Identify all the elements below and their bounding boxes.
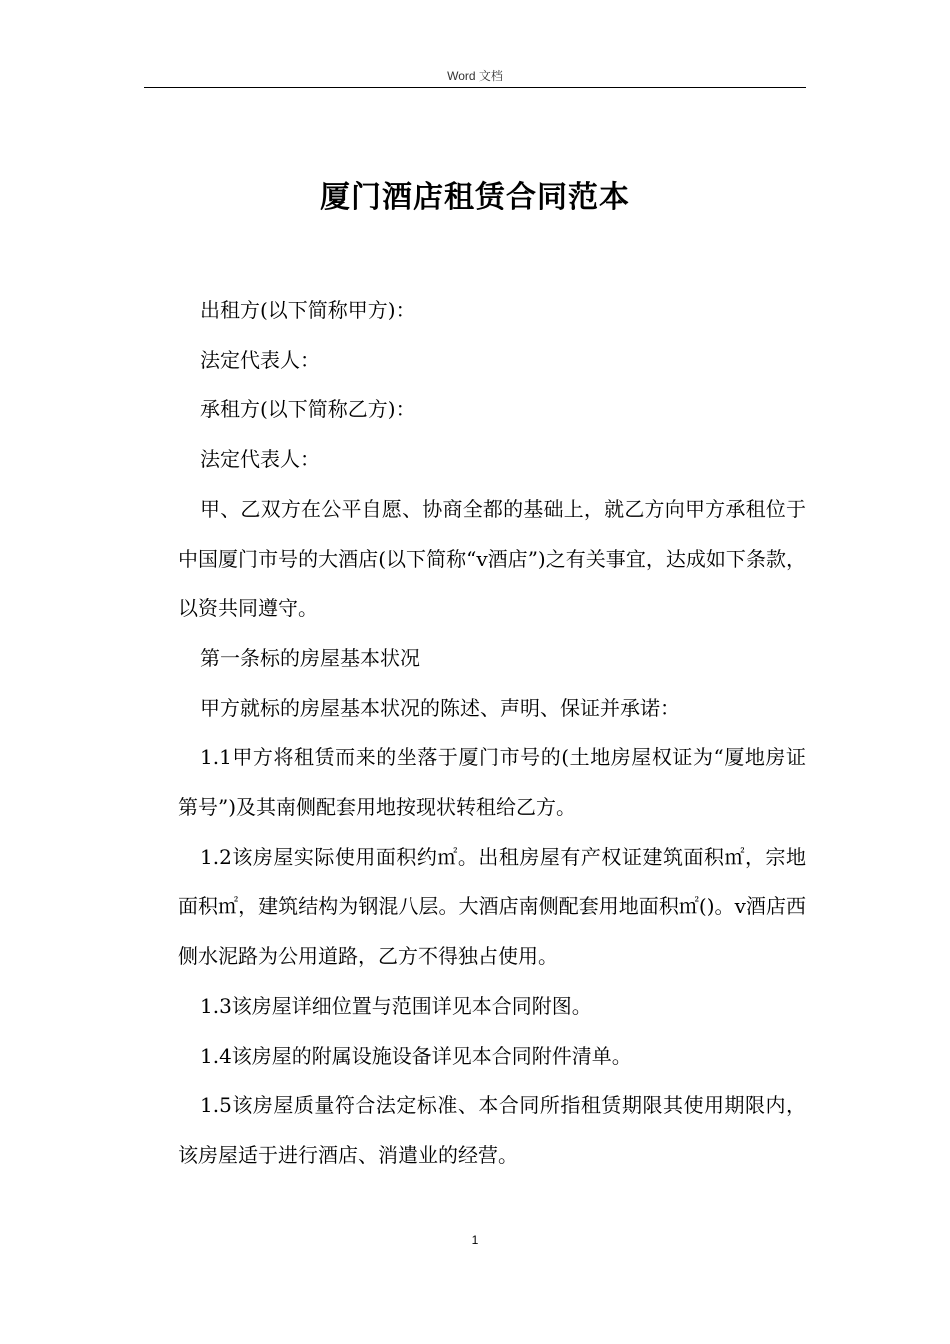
page-header-label: Word 文档 (447, 69, 503, 83)
paragraph-lessee-representative: 法定代表人： (200, 447, 320, 472)
paragraph-lessor: 出租方(以下简称甲方)： (200, 298, 416, 322)
document-title: 厦门酒店租赁合同范本 (320, 180, 630, 216)
header-divider (144, 87, 806, 88)
page-number: 1 (471, 1233, 479, 1247)
paragraph-article-1-heading: 第一条标的房屋基本状况 (200, 645, 420, 670)
paragraph-lessor-representative: 法定代表人： (200, 347, 320, 372)
document-body (178, 286, 806, 1181)
paragraph-clause-1-1: 1.1甲方将租赁而来的坐落于厦门市号的(土地房屋权证为“厦地房证第号”)及其南侧配套用地按现状转租给乙方。 (178, 745, 806, 820)
paragraph-lessee: 承租方(以下简称乙方)： (200, 397, 416, 422)
paragraph-preamble: 甲、乙双方在公平自愿、协商全都的基础上，就乙方向甲方承租位于中国厦门市号的大酒店(以下简称“v酒店”)之有关事宜，达成如下条款，以资共同遵守。 (178, 496, 806, 621)
paragraph-clause-1-4: 1.4该房屋的附属设施设备详见本合同附件清单。 (200, 1043, 632, 1068)
paragraph-clause-1-5: 1.5该房屋质量符合法定标准、本合同所指租赁期限其使用期限内，该房屋适于进行酒店、消遣业的经营。 (178, 1093, 806, 1167)
paragraph-clause-1-3: 1.3该房屋详细位置与范围详见本合同附图。 (200, 993, 592, 1018)
paragraph-clause-1-2: 1.2该房屋实际使用面积约㎡。出租房屋有产权证建筑面积㎡，宗地面积㎡，建筑结构为钢混八层。大酒店南侧配套用地面积㎡()。v酒店西侧水泥路为公用道路，乙方不得独占使用。 (178, 844, 806, 969)
paragraph-article-1-intro: 甲方就标的房屋基本状况的陈述、声明、保证并承诺： (200, 695, 680, 720)
